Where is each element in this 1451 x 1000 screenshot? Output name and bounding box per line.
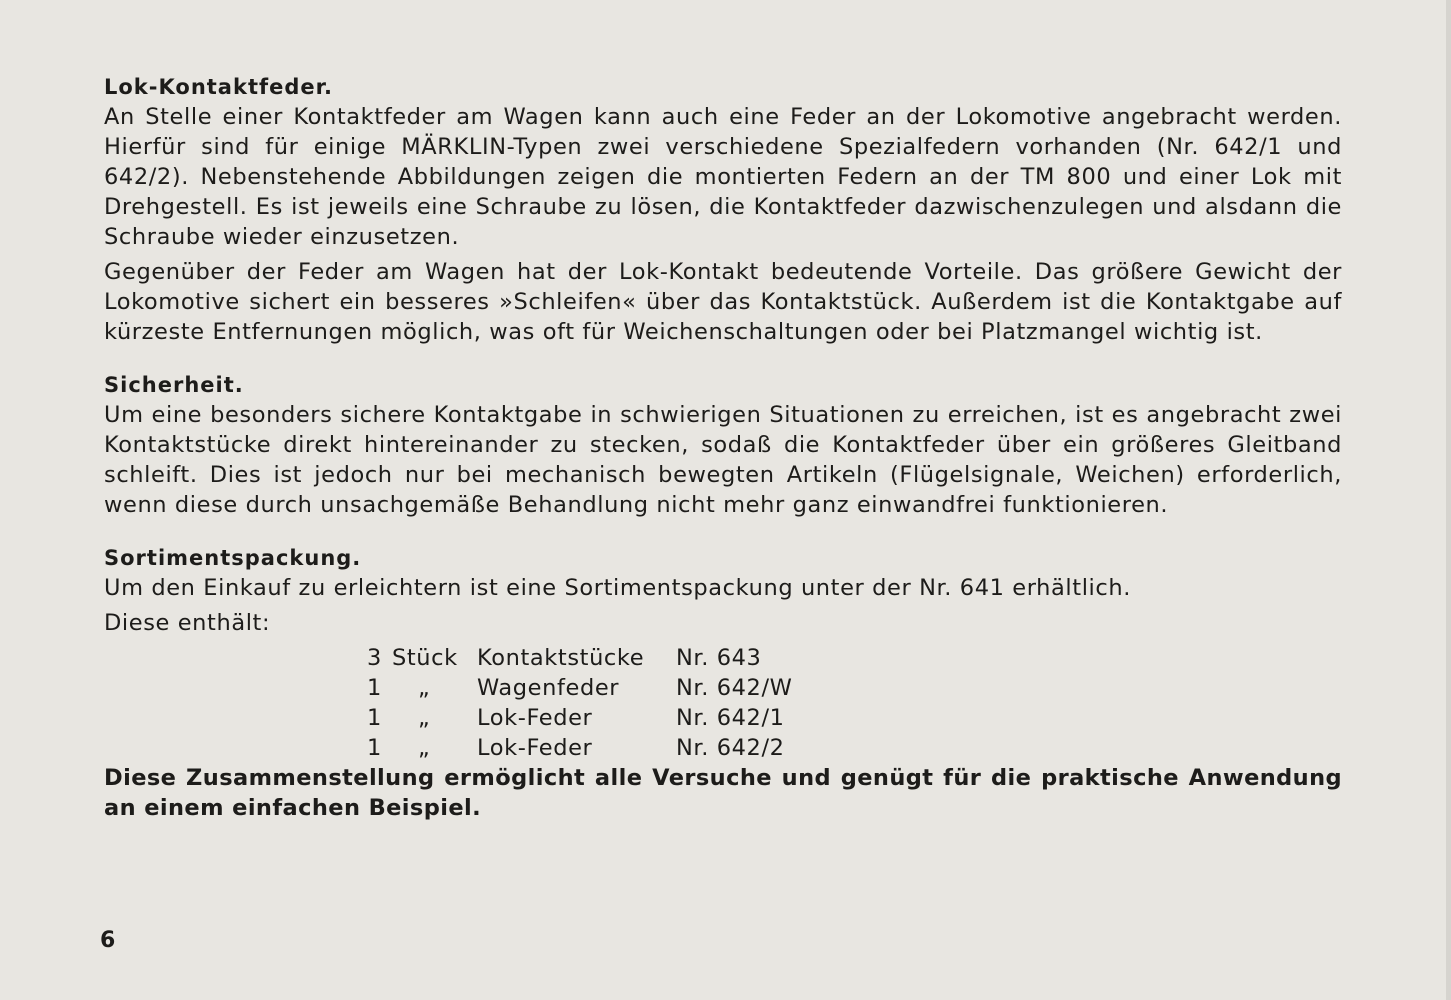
page-edge <box>1446 0 1451 1000</box>
item-number: Nr. 642/W <box>676 675 793 701</box>
list-item <box>367 703 1342 733</box>
page-number: 6 <box>100 928 116 953</box>
paragraph-lok-advantages: Gegenüber der Feder am Wagen hat der Lok-Kontakt bedeutende Vorteile. Das größere Gewicht der Lokomotive sichert ein besseres »Schleifen« über das Kontaktstück. Außerdem ist die Kontaktgabe auf kürzeste Entfernungen möglich, was oft für Weichenschaltungen oder bei Platzmangel wichtig ist. <box>104 259 1342 345</box>
list-item <box>367 733 1342 763</box>
item-unit-ditto: „ <box>418 705 431 731</box>
item-number: Nr. 643 <box>676 645 762 671</box>
item-unit-ditto: „ <box>418 735 431 761</box>
list-item <box>367 673 1342 703</box>
list-item <box>367 643 1342 673</box>
paragraph-contents-label: Diese enthält: <box>104 610 271 636</box>
item-quantity: 3 <box>367 645 382 671</box>
section-heading-sicherheit: Sicherheit. <box>104 373 244 397</box>
contents-list <box>367 643 1342 763</box>
paragraph-sicherheit: Um eine besonders sichere Kontaktgabe in schwierigen Situationen zu erreichen, ist es angebracht zwei Kontaktstücke direkt hintereinander zu stecken, sodaß die Kontaktfeder über ein größeres Gleitband schleift. Dies ist jedoch nur bei mechanisch bewegten Artikeln (Flügelsignale, Weichen) erforderlich, wenn diese durch unsachgemäße Behandlung nicht mehr ganz einwandfrei funktionieren. <box>104 402 1342 518</box>
section-heading-lok-kontaktfeder: Lok-Kontaktfeder. <box>104 75 333 99</box>
paragraph-summary: Diese Zusammenstellung ermöglicht alle Versuche und genügt für die praktische Anwendung an einem einfachen Beispiel. <box>104 765 1342 821</box>
paragraph-sortiment-intro: Um den Einkauf zu erleichtern ist eine Sortimentspackung unter der Nr. 641 erhältlich. <box>104 575 1131 601</box>
item-quantity: 1 <box>367 705 382 731</box>
item-unit: Stück <box>392 645 458 671</box>
item-name: Lok-Feder <box>477 705 593 731</box>
paragraph-lok-intro: An Stelle einer Kontaktfeder am Wagen kann auch eine Feder an der Lokomotive angebracht werden. Hierfür sind für einige MÄRKLIN-Typen zwei verschiedene Spezialfedern vorhanden (Nr. 642/1 und 642/2). Nebenstehende Abbildungen zeigen die montierten Federn an der TM 800 und einer Lok mit Drehgestell. Es ist jeweils eine Schraube zu lösen, die Kontaktfeder dazwischenzulegen und alsdann die Schraube wieder einzusetzen. <box>104 104 1342 250</box>
item-name: Lok-Feder <box>477 735 593 761</box>
item-name: Wagenfeder <box>477 675 620 701</box>
item-name: Kontaktstücke <box>477 645 645 671</box>
item-quantity: 1 <box>367 675 382 701</box>
item-unit-ditto: „ <box>418 675 431 701</box>
item-quantity: 1 <box>367 735 382 761</box>
page-content <box>104 72 1342 823</box>
item-number: Nr. 642/2 <box>676 735 785 761</box>
item-number: Nr. 642/1 <box>676 705 785 731</box>
section-heading-sortimentspackung: Sortimentspackung. <box>104 546 362 570</box>
